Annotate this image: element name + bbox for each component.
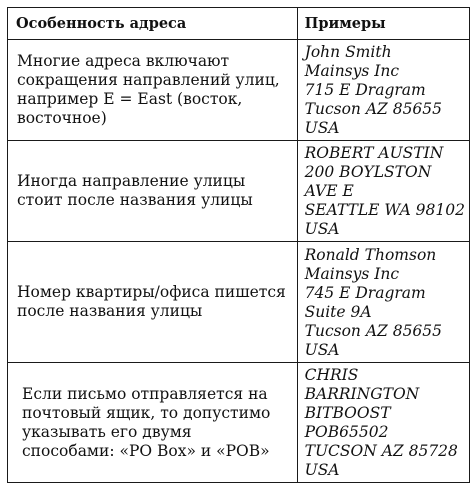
example-line: BARRINGTON [304, 385, 420, 403]
example-line: USA [304, 220, 340, 238]
example-line: Tucson AZ 85655 [304, 100, 443, 118]
example-line: Tucson AZ 85655 [304, 321, 443, 340]
example-line: USA [304, 340, 340, 359]
feature-cell: Иногда направление улицы стоит после названия улицы [8, 141, 298, 242]
example-line: Ronald Thomson [304, 245, 437, 264]
example-line: CHRIS [304, 366, 359, 384]
feature-cell: Многие адреса включают сокращения направлений улиц, например E = East (восток, восточное) [8, 40, 298, 141]
table-row [8, 242, 470, 363]
address-features-table [7, 7, 470, 483]
header-examples: Примеры [297, 8, 469, 40]
header-feature: Особенность адреса [8, 8, 298, 40]
example-line: USA [304, 461, 340, 479]
example-cell [297, 141, 469, 242]
example-line: ROBERT AUSTIN [304, 144, 444, 162]
example-line: 745 E Dragram [304, 283, 426, 302]
example-line: AVE E [304, 182, 354, 200]
table-row [8, 40, 470, 141]
feature-cell: Номер квартиры/офиса пишется после названия улицы [8, 242, 298, 363]
example-line: BITBOOST [304, 404, 391, 422]
example-line: John Smith [304, 43, 392, 61]
example-line: USA [304, 119, 340, 137]
table-header-row [8, 8, 470, 40]
feature-cell: Если письмо отправляется на почтовый ящик, то допустимо указывать его двумя способами: «PO Box» и «POB» [8, 363, 298, 483]
example-line: Suite 9A [304, 302, 372, 321]
example-line: 200 BOYLSTON [304, 163, 432, 181]
example-line: SEATTLE WA 98102 [304, 201, 465, 219]
example-cell [297, 40, 469, 141]
table-row [8, 141, 470, 242]
example-cell [297, 363, 469, 483]
example-cell [297, 242, 469, 363]
table-row [8, 363, 470, 483]
example-line: Mainsys Inc [304, 264, 400, 283]
example-line: POB65502 [304, 423, 389, 441]
example-line: 715 E Dragram [304, 81, 426, 99]
example-line: TUCSON AZ 85728 [304, 442, 458, 460]
example-line: Mainsys Inc [304, 62, 400, 80]
